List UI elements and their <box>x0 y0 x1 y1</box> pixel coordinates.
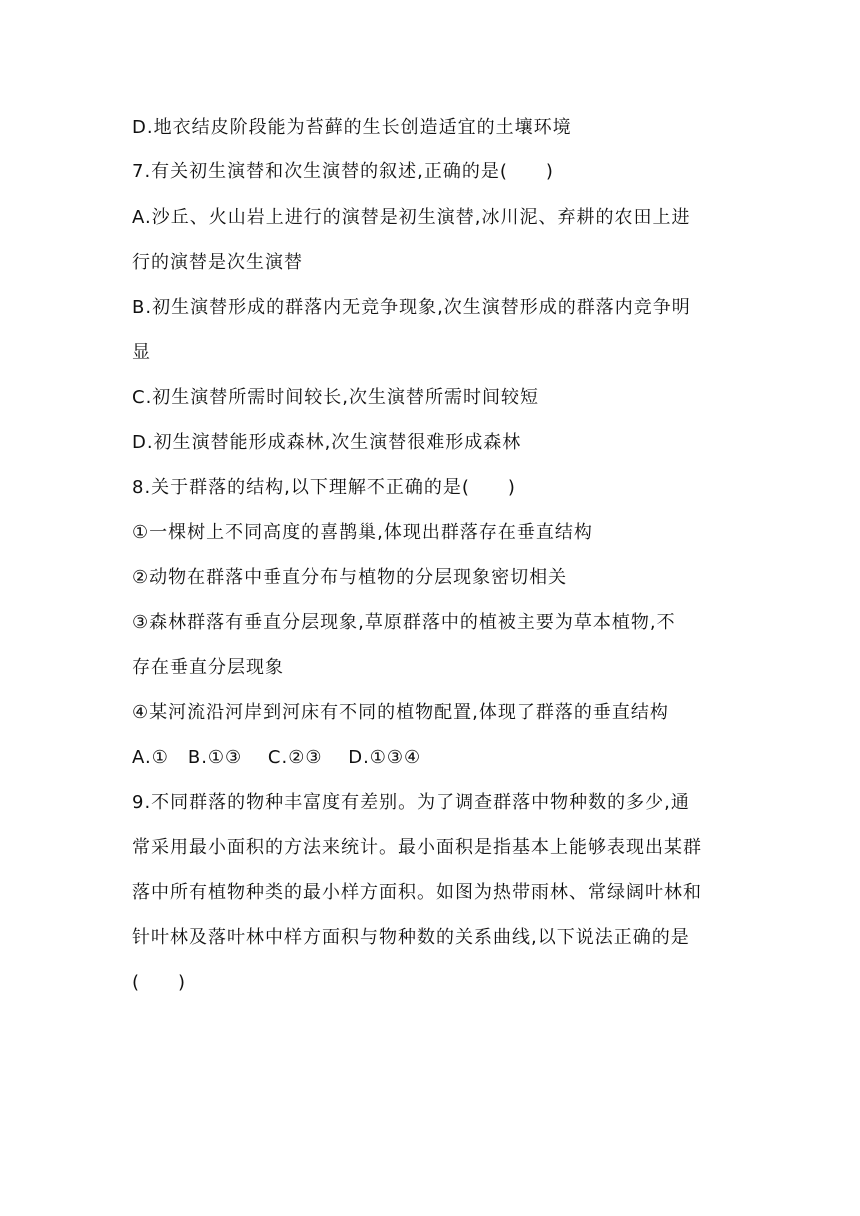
option-d-q7: D.初生演替能形成森林,次生演替很难形成森林 <box>132 432 522 453</box>
statement-3-q8-line2: 存在垂直分层现象 <box>132 657 284 678</box>
question-9-line1: 9.不同群落的物种丰富度有差别。为了调查群落中物种数的多少,通 <box>132 792 690 813</box>
statement-2-q8: ②动物在群落中垂直分布与植物的分层现象密切相关 <box>132 567 568 588</box>
statement-4-q8: ④某河流沿河岸到河床有不同的植物配置,体现了群落的垂直结构 <box>132 702 669 723</box>
question-9-line5: ( ) <box>132 972 187 993</box>
statement-3-q8-line1: ③森林群落有垂直分层现象,草原群落中的植被主要为草本植物,不 <box>132 612 676 633</box>
question-7-stem: 7.有关初生演替和次生演替的叙述,正确的是( ) <box>132 161 554 182</box>
question-8-stem: 8.关于群落的结构,以下理解不正确的是( ) <box>132 477 516 498</box>
options-q8: A.① B.①③ C.②③ D.①③④ <box>132 747 422 768</box>
option-a-q7-line2: 行的演替是次生演替 <box>132 252 303 273</box>
option-b-q7-line2: 显 <box>132 342 151 363</box>
question-9-line2: 常采用最小面积的方法来统计。最小面积是指基本上能够表现出某群 <box>132 837 702 858</box>
question-9-line3: 落中所有植物种类的最小样方面积。如图为热带雨林、常绿阔叶林和 <box>132 882 702 903</box>
statement-1-q8: ①一棵树上不同高度的喜鹊巢,体现出群落存在垂直结构 <box>132 522 593 543</box>
option-d-q6: D.地衣结皮阶段能为苔藓的生长创造适宜的土壤环境 <box>132 117 572 138</box>
option-c-q7: C.初生演替所需时间较长,次生演替所需时间较短 <box>132 387 540 408</box>
option-b-q7-line1: B.初生演替形成的群落内无竞争现象,次生演替形成的群落内竞争明 <box>132 297 691 318</box>
question-9-line4: 针叶林及落叶林中样方面积与物种数的关系曲线,以下说法正确的是 <box>132 927 690 948</box>
option-a-q7-line1: A.沙丘、火山岩上进行的演替是初生演替,冰川泥、弃耕的农田上进 <box>132 207 691 228</box>
